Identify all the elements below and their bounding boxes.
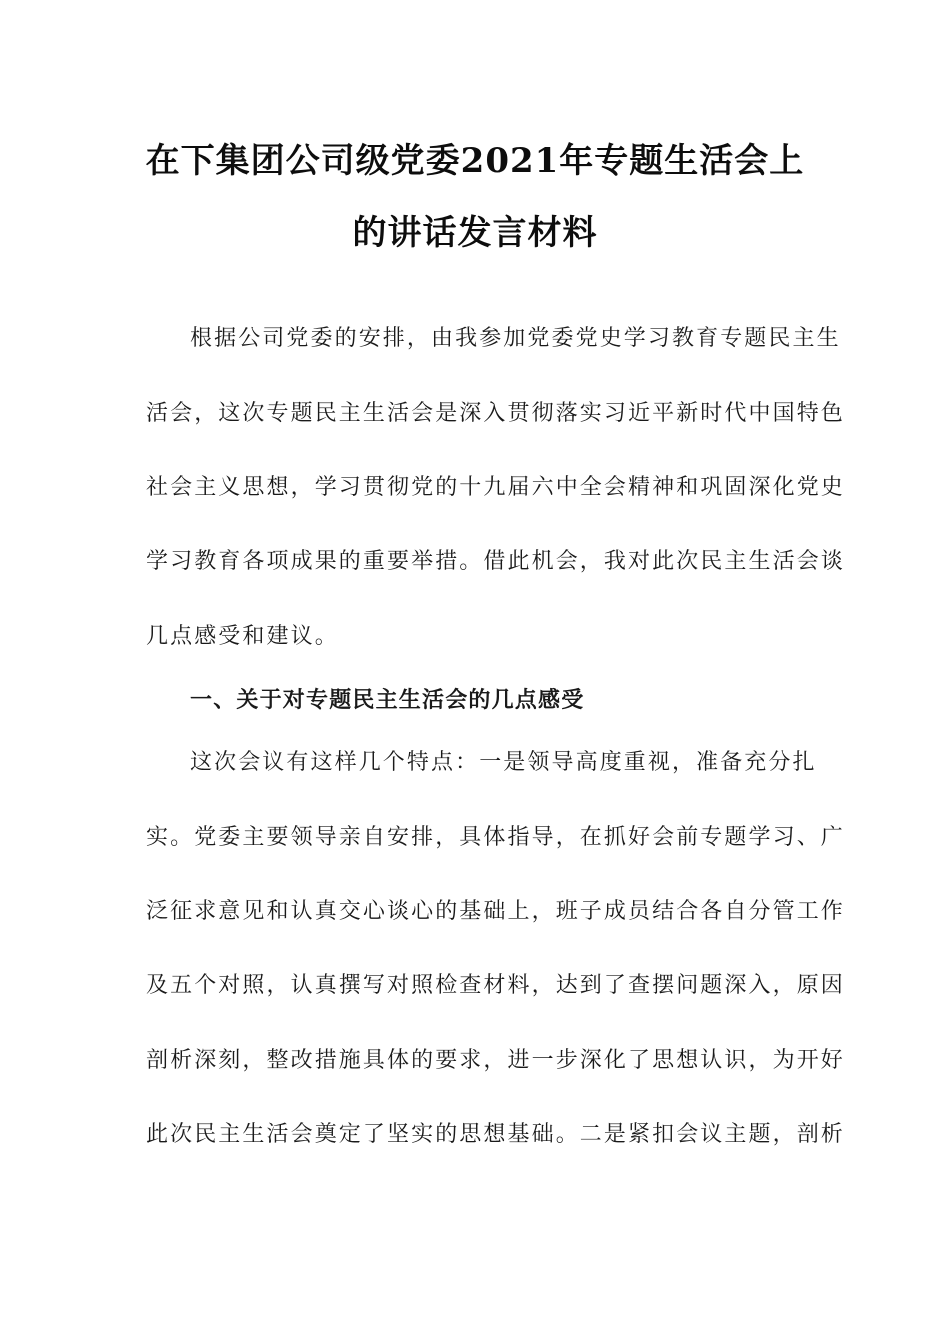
paragraph-2-line-5: 剖析深刻，整改措施具体的要求，进一步深化了思想认识，为开好 (146, 1048, 845, 1073)
paragraph-2-line-3: 泛征求意见和认真交心谈心的基础上，班子成员结合各自分管工作 (146, 899, 845, 924)
paragraph-1-line-1: 根据公司党委的安排，由我参加党委党史学习教育专题民主生 (190, 326, 841, 351)
document-title-line-2: 的讲话发言材料 (352, 213, 598, 253)
paragraph-2-line-6: 此次民主生活会奠定了坚实的思想基础。二是紧扣会议主题，剖析 (146, 1122, 845, 1147)
document-title-line-1: 在下集团公司级党委2021年专题生活会上 (145, 141, 805, 181)
paragraph-1-line-5: 几点感受和建议。 (146, 624, 339, 649)
paragraph-1-line-4: 学习教育各项成果的重要举措。借此机会，我对此次民主生活会谈 (146, 549, 845, 574)
paragraph-2-line-4: 及五个对照，认真撰写对照检查材料，达到了查摆问题深入，原因 (146, 973, 845, 998)
paragraph-2-line-1: 这次会议有这样几个特点：一是领导高度重视，准备充分扎 (190, 750, 817, 775)
section-heading-1: 一、关于对专题民主生活会的几点感受 (190, 688, 585, 713)
paragraph-1-line-2: 活会，这次专题民主生活会是深入贯彻落实习近平新时代中国特色 (146, 401, 845, 426)
paragraph-1-line-3: 社会主义思想，学习贯彻党的十九届六中全会精神和巩固深化党史 (146, 475, 845, 500)
paragraph-2-line-2: 实。党委主要领导亲自安排，具体指导，在抓好会前专题学习、广 (146, 825, 845, 850)
